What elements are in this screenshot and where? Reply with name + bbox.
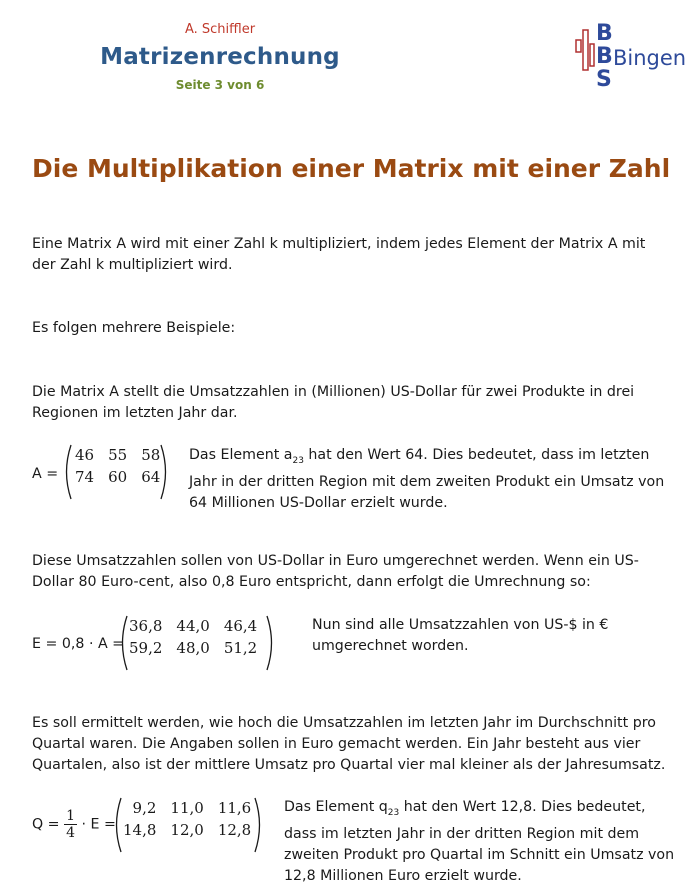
matrix-a-intro-paragraph: Die Matrix A stellt die Umsatzzahlen in (Millionen) US-Dollar für zwei Produkte in drei Regionen im letzten Jahr dar. [32,384,635,421]
matrix-e-label: E = 0,8 · A = [32,636,125,652]
matrix-q [112,797,264,853]
matrix-row [122,637,264,659]
matrix-cell: 64 [141,468,161,486]
matrix-e-grid [122,615,264,659]
right-paren-icon [254,797,264,853]
matrix-row [122,615,264,637]
right-paren-icon [160,444,170,500]
matrix-cell: 9,2 [132,799,157,817]
examples-paragraph: Es folgen mehrere Beispiele: [32,320,236,336]
matrix-a-grid [68,444,167,488]
bbs-bingen-logo-icon [572,20,692,90]
matrix-q-explanation: Das Element $q_{23}$ hat den Wert 12,8. Dies bedeutet, dass im letzten Jahr in der dritten Region mit dem zweiten Produkt pro Quartal im Schnitt ein Umsatz von 12,8 Millionen Euro erzielt wurde. [284,799,675,884]
matrix-a-label: A = [32,466,59,482]
matrix-cell: 74 [75,468,95,486]
matrix-cell: 59,2 [129,639,163,657]
matrix-cell: 36,8 [129,617,163,635]
matrix-a-explanation: Das Element $a_{23}$ hat den Wert 64. Dies bedeutet, dass im letzten Jahr in der dritten Region mit dem zweiten Produkt ein Umsatz von 64 Millionen US-Dollar erzielt wurde. [189,447,665,511]
matrix-cell: 14,8 [123,821,157,839]
matrix-cell: 12,8 [217,821,252,839]
matrix-e-explanation: Nun sind alle Umsatzzahlen von US-$ in € umgerechnet worden. [312,617,609,654]
matrix-e [118,615,276,671]
matrix-cell: 55 [108,446,128,464]
document-title: Matrizenrechnung [100,44,340,70]
matrix-cell: 12,0 [170,821,204,839]
matrix-cell: 51,2 [223,639,258,657]
matrix-cell: 60 [108,468,128,486]
page-number: Seite 3 von 6 [175,78,265,92]
matrix-row [116,819,258,841]
section-heading: Die Multiplikation einer Matrix mit einer Zahl [32,154,671,183]
svg-text:B: B [596,44,613,69]
matrix-row [116,797,258,819]
matrix-q-label: Q = $\frac{1}{4}$ · E = [32,808,116,841]
svg-text:S: S [596,67,612,90]
matrix-q-grid [116,797,258,841]
matrix-row [68,466,167,488]
matrix-cell: 58 [141,446,161,464]
matrix-row [68,444,167,466]
matrix-a [62,444,170,500]
svg-text:B: B [596,21,613,46]
matrix-cell: 46 [75,446,95,464]
matrix-cell: 48,0 [176,639,210,657]
fraction-one-quarter: $\frac{1}{4}$ [66,808,76,841]
matrix-cell: 11,0 [170,799,204,817]
svg-text:Bingen: Bingen [613,46,687,70]
matrix-cell: 46,4 [223,617,258,635]
conversion-paragraph: Diese Umsatzzahlen sollen von US-Dollar in Euro umgerechnet werden. Wenn ein US-Dollar 80 Euro-cent, also 0,8 Euro entspricht, dann erfolgt die Umrechnung so: [32,553,639,590]
right-paren-icon [266,615,276,671]
bbs-bingen-logo [572,20,692,90]
author-name: A. Schiffler [184,22,256,37]
matrix-cell: 44,0 [176,617,210,635]
matrix-cell: 11,6 [217,799,252,817]
quarter-paragraph: Es soll ermittelt werden, wie hoch die Umsatzzahlen im letzten Jahr im Durchschnitt pro Quartal waren. Die Angaben sollen in Euro gemacht werden. Ein Jahr besteht aus vier Quartalen, also ist der mittlere Umsatz pro Quartal vier mal kleiner als der Jahresumsatz. [32,715,666,773]
definition-paragraph: Eine Matrix A wird mit einer Zahl k multipliziert, indem jedes Element der Matrix A mit der Zahl k multipliziert wird. [32,236,646,273]
